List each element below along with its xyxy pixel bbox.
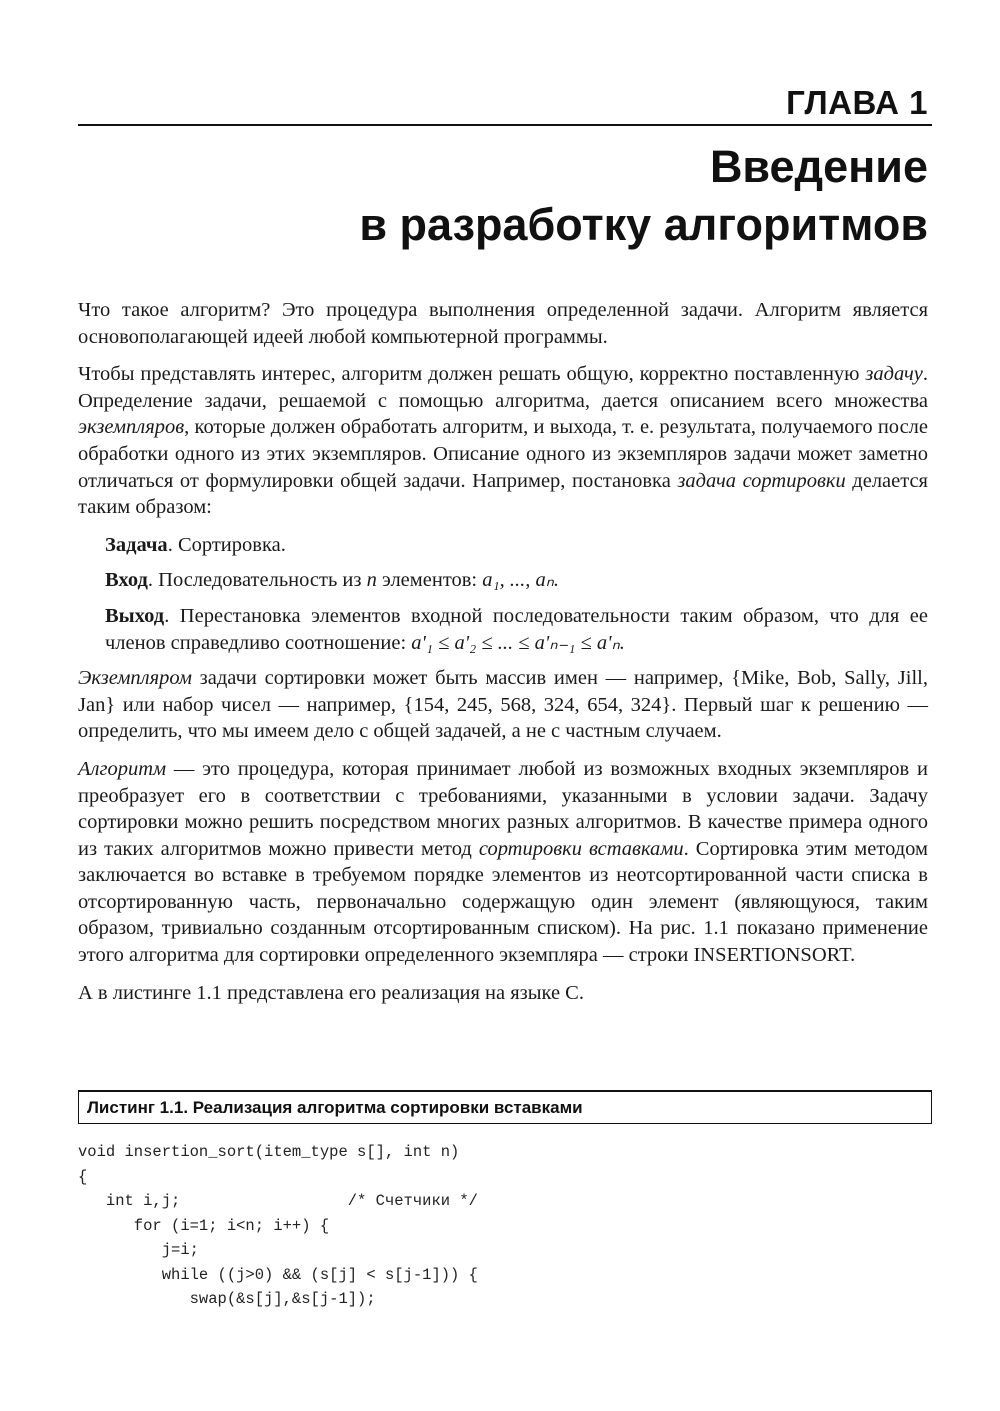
code-listing: void insertion_sort(item_type s[], int n) { int i,j; /* Счетчики */ for (i=1; i<n; i++) { j=i; while ((j>0) && (s[j] < s[j-1])) { swap(&s[j],&s[j-1]); xyxy=(78,1143,478,1308)
input-n: n xyxy=(366,569,377,592)
chapter-rule xyxy=(78,124,932,126)
text-run: Чтобы представлять интерес, алгоритм должен решать общую, корректно поставленную xyxy=(78,363,866,386)
input-label: Вход xyxy=(105,569,148,592)
text-run: . Сортировка этим методом заключается во вставке в требуемом порядке элементов из неотсортированной части списка в отсортированную часть, первоначально содержащую один элемент (являющуюся, таким образом, тривиально созданным отсортированным списком). На рис. 1.1 показано применение этого алгоритма для сортировки определенного экземпляра — строки INSERTIONSORT. xyxy=(78,837,928,967)
paragraph-listing-intro: А в листинге 1.1 представлена его реализация на языке С. xyxy=(78,981,584,1004)
body-text xyxy=(78,297,928,1010)
term-task: задачу xyxy=(865,363,923,386)
paragraph-intro: Что такое алгоритм? Это процедура выполнения определенной задачи. Алгоритм является основополагающей идеей любой компьютерной программы. xyxy=(78,299,928,348)
chapter-label: ГЛАВА 1 xyxy=(786,84,928,121)
chapter-title-line2: в разработку алгоритмов xyxy=(359,199,928,250)
listing-title: Листинг 1.1. Реализация алгоритма сортировки вставками xyxy=(87,1098,583,1117)
problem-task xyxy=(105,532,928,559)
term-insertion-sort: сортировки вставками xyxy=(478,837,684,860)
input-text: элементов: xyxy=(376,569,483,592)
listing-header xyxy=(78,1090,932,1124)
text-run: , которые должен обработать алгоритм, и выхода, т. е. результата, получаемого после обработки одного из этих экземпляров. Описание одного из экземпляров задачи может заметно отличаться от формулировки общей задачи. Например, постановка xyxy=(78,416,928,492)
text-run: — это процедура, которая принимает любой из возможных входных экземпляров и преобразует его в соответствии с требованиями, указанными в условии задачи. Задачу сортировки можно решить посредством многих разных алгоритмов. В качестве примера одного из таких алгоритмов можно привести метод xyxy=(78,757,928,860)
output-label: Выход xyxy=(105,604,165,627)
paragraph-problem-definition xyxy=(78,361,928,521)
chapter-title-line1: Введение xyxy=(709,141,928,192)
paragraph-instance xyxy=(78,665,928,745)
task-text: . Сортировка. xyxy=(167,533,286,556)
text-run: . Определение задачи, решаемой с помощью алгоритма, дается описанием всего множества xyxy=(78,363,928,412)
problem-output xyxy=(105,603,928,656)
term-instance: Экземпляром xyxy=(78,667,192,690)
text-run: делается таким образом: xyxy=(78,469,928,519)
paragraph-algorithm xyxy=(78,756,928,969)
term-algorithm: Алгоритм xyxy=(78,757,167,780)
problem-input xyxy=(105,567,928,594)
output-relation: a'₁ ≤ a'₂ ≤ ... ≤ a'ₙ₋₁ ≤ a'ₙ. xyxy=(411,631,625,654)
task-label: Задача xyxy=(105,533,168,556)
term-sorting-problem: задача сортировки xyxy=(677,469,846,492)
output-text: . Перестановка элементов входной последовательности таким образом, что для ее членов справедливо соотношение: xyxy=(105,604,928,654)
chapter-title xyxy=(359,138,928,254)
term-instances: экземпляров xyxy=(78,416,185,439)
input-text: . Последовательность из xyxy=(147,569,367,592)
text-run: задачи сортировки может быть массив имен — например, {Mike, Bob, Sally, Jill, Jan} или набор чисел — например, {154, 245, 568, 324, 654, 324}. Первый шаг к решению — определить, что мы имеем дело с общей задачей, а не с частным случаем. xyxy=(78,667,928,743)
input-sequence: a₁, ..., aₙ. xyxy=(482,569,560,592)
